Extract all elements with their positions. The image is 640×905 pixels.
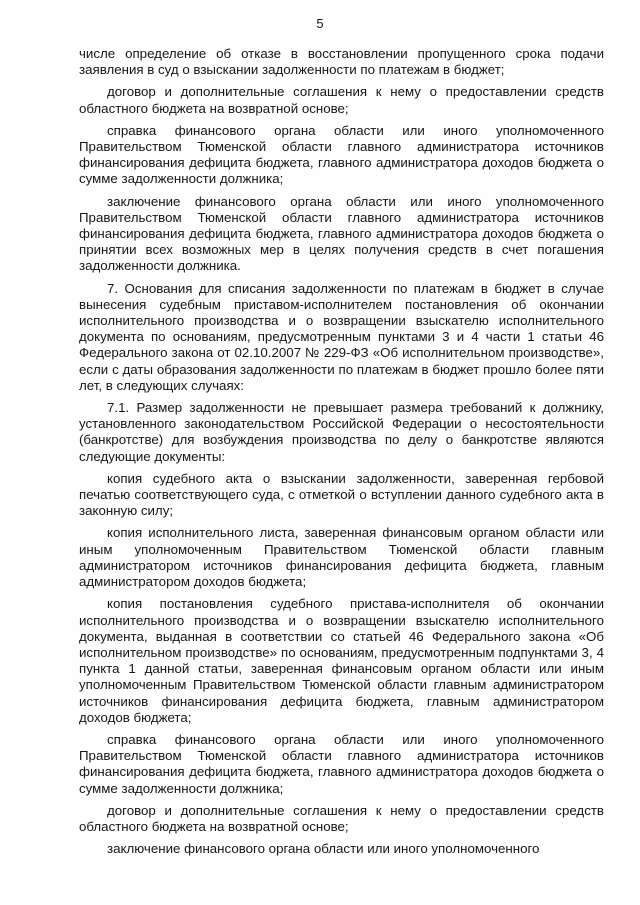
paragraph-section-7: 7. Основания для списания задолженности по платежам в бюджет в случае вынесения судебным приставом-исполнителем постановления об окончании исполнительного производства и о возвращении взыскателю исполнительного документа по основаниям, предусмотренным пунктами 3 и 4 части 1 статьи 46 Федерального закона от 02.10.2007 № 229-ФЗ «Об исполнительном производстве», если с даты образования задолженности по платежам в бюджет прошло более пяти лет, в следующих случаях: <box>79 280 604 393</box>
paragraph-loan-agreement-2: договор и дополнительные соглашения к нему о предоставлении средств областного бюджета на возвратной основе; <box>79 802 604 834</box>
paragraph-writ-copy: копия исполнительного листа, заверенная финансовым органом области или иным уполномоченным Правительством Тюменской области главным администратором источников финансирования дефицита бюджета, главным администратором доходов бюджета; <box>79 525 604 590</box>
paragraph-conclusion-2: заключение финансового органа области или иного уполномоченного <box>107 841 540 857</box>
page-number: 5 <box>316 16 324 31</box>
paragraph-debt-certificate-2: справка финансового органа области или иного уполномоченного Правительством Тюменской области главного администратора источников финансирования дефицита бюджета, главного администратора доходов бюджета о сумме задолженности должника; <box>79 731 604 796</box>
paragraph-loan-agreement: договор и дополнительные соглашения к нему о предоставлении средств областного бюджета на возвратной основе; <box>79 84 604 116</box>
paragraph-continuation: числе определение об отказе в восстановлении пропущенного срока подачи заявления в суд о взыскании задолженности по платежам в бюджет; <box>79 46 604 78</box>
paragraph-court-act-copy: копия судебного акта о взыскании задолженности, заверенная гербовой печатью соответствующего суда, с отметкой о вступлении данного судебного акта в законную силу; <box>79 470 604 519</box>
paragraph-conclusion: заключение финансового органа области или иного уполномоченного Правительством Тюменской области главного администратора источников финансирования дефицита бюджета, главного администратора доходов бюджета о принятии всех возможных мер в целях получения средств в счет погашения задолженности должника. <box>79 193 604 274</box>
document-body <box>79 46 604 863</box>
paragraph-debt-certificate: справка финансового органа области или иного уполномоченного Правительством Тюменской области главного администратора источников финансирования дефицита бюджета, главного администратора доходов бюджета о сумме задолженности должника; <box>79 122 604 187</box>
paragraph-section-7-1: 7.1. Размер задолженности не превышает размера требований к должнику, установленного законодательством Российской Федерации о несостоятельности (банкротстве) для возбуждения производства по делу о банкротстве являются следующие документы: <box>79 400 604 464</box>
paragraph-bailiff-order-copy: копия постановления судебного пристава-исполнителя об окончании исполнительного производства и о возвращении взыскателю исполнительного документа, выданная в соответствии со статьей 46 Федерального закона «Об исполнительном производстве» по основаниям, предусмотренным подпунктами 3, 4 пункта 1 данной статьи, заверенная финансовым органом области или иным уполномоченным Правительством Тюменской области главным администратором источников финансирования дефицита бюджета, главным администратором доходов бюджета; <box>79 596 604 725</box>
